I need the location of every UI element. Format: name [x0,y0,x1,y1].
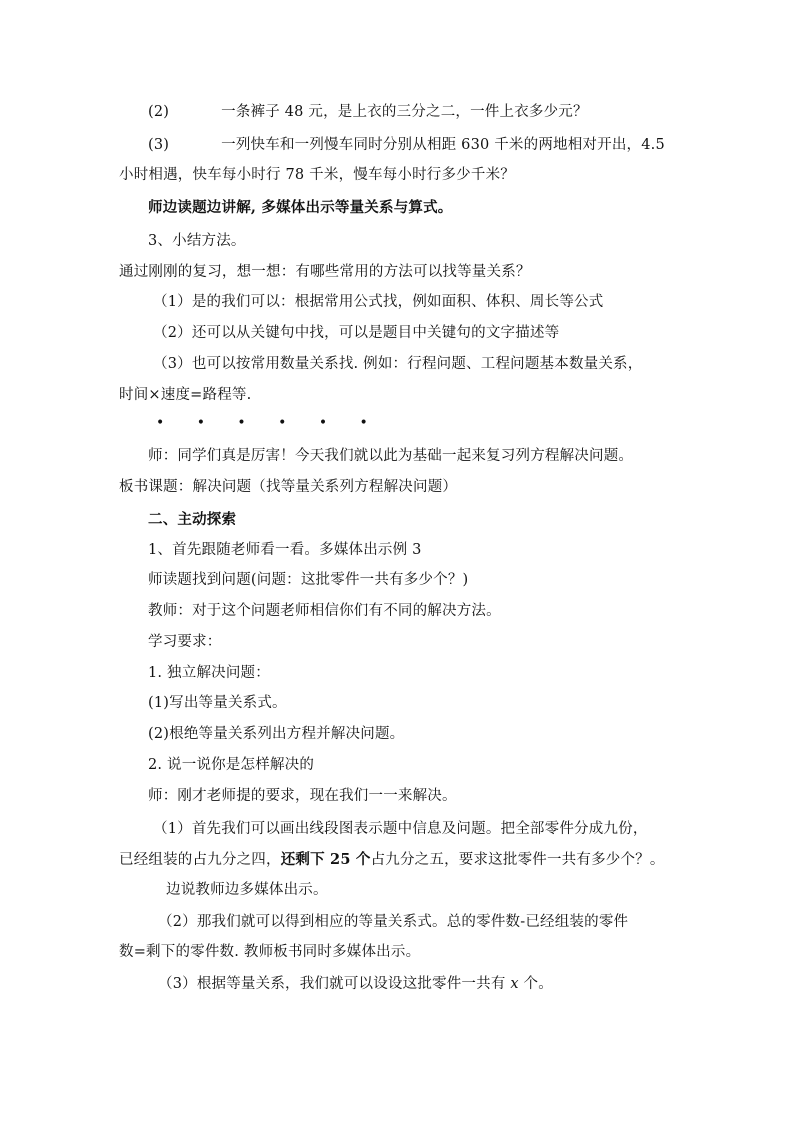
question-2-number: (2) [148,104,170,120]
method-2: （2）还可以从关键句中找，可以是题目中关键句的文字描述等 [153,325,560,341]
solve-step-2: （2）那我们就可以得到相应的等量关系式。总的零件数-已经组装的零件 [158,914,629,930]
method-3-continued: 时间×速度=路程等. [119,387,252,403]
requirement-1-a: (1)写出等量关系式。 [148,695,287,711]
step-1: 1、首先跟随老师看一看。多媒体出示例 3 [148,542,422,558]
method-1: （1）是的我们可以：根据常用公式找，例如面积、体积、周长等公式 [153,294,604,310]
requirement-1-b: (2)根绝等量关系列出方程并解决问题。 [148,726,405,742]
section-2-heading: 二、主动探索 [148,511,237,528]
question-3-text: 一列快车和一列慢车同时分别从相距 630 千米的两地相对开出，4.5 [221,137,665,153]
question-2 [148,102,588,122]
solve-step-3-part-b: 个。 [518,976,553,992]
solve-step-1: （1）首先我们可以画出线段图表示题中信息及问题。把全部零件分成九份， [153,821,648,837]
board-title: 板书课题：解决问题（找等量关系列方程解决问题） [119,479,458,495]
learning-requirements: 学习要求： [148,634,222,650]
question-3 [148,135,665,155]
teacher-explains-line: 师边读题边讲解, 多媒体出示等量关系与算式。 [148,199,453,216]
variable-x: x [510,976,519,992]
solve-step-1-continued [119,850,665,870]
solve-step-3 [158,974,553,994]
question-3-number: (3) [148,137,170,153]
solve-step-1-part-a: 已经组装的占九分之四， [119,852,281,868]
solve-step-3-part-a: （3）根据等量关系，我们就可以设设这批零件一共有 [158,976,511,992]
requirement-2: 2. 说一说你是怎样解决的 [148,757,315,773]
ellipsis-dots: • • • • • • [156,415,382,431]
read-question: 师读题找到问题(问题：这批零件一共有多少个？) [148,572,469,588]
requirement-1: 1. 独立解决问题： [148,665,270,681]
solve-step-2-continued: 数=剩下的零件数. 教师板书同时多媒体出示。 [119,944,421,960]
question-3-continued: 小时相遇，快车每小时行 78 千米，慢车每小时行多少千米？ [119,167,515,183]
solve-step-1-part-b: 还剩下 25 个 [280,851,371,868]
teacher-praise: 师：同学们真是厉害！今天我们就以此为基础一起来复习列方程解决问题。 [148,448,634,464]
question-2-text: 一条裤子 48 元，是上衣的三分之二，一件上衣多少元？ [221,104,588,120]
teacher-solve-intro: 师：刚才老师提的要求，现在我们一一来解决。 [148,788,457,804]
teacher-shows-media: 边说教师边多媒体出示。 [166,882,328,898]
review-question: 通过刚刚的复习，想一想：有哪些常用的方法可以找等量关系？ [119,264,531,280]
teacher-statement: 教师：对于这个问题老师相信你们有不同的解决方法。 [148,603,501,619]
method-3: （3）也可以按常用数量关系找. 例如：行程问题、工程问题基本数量关系， [153,356,643,372]
solve-step-1-part-c: 占九分之五，要求这批零件一共有多少个？。 [370,852,665,868]
summary-heading: 3、小结方法。 [148,233,246,249]
